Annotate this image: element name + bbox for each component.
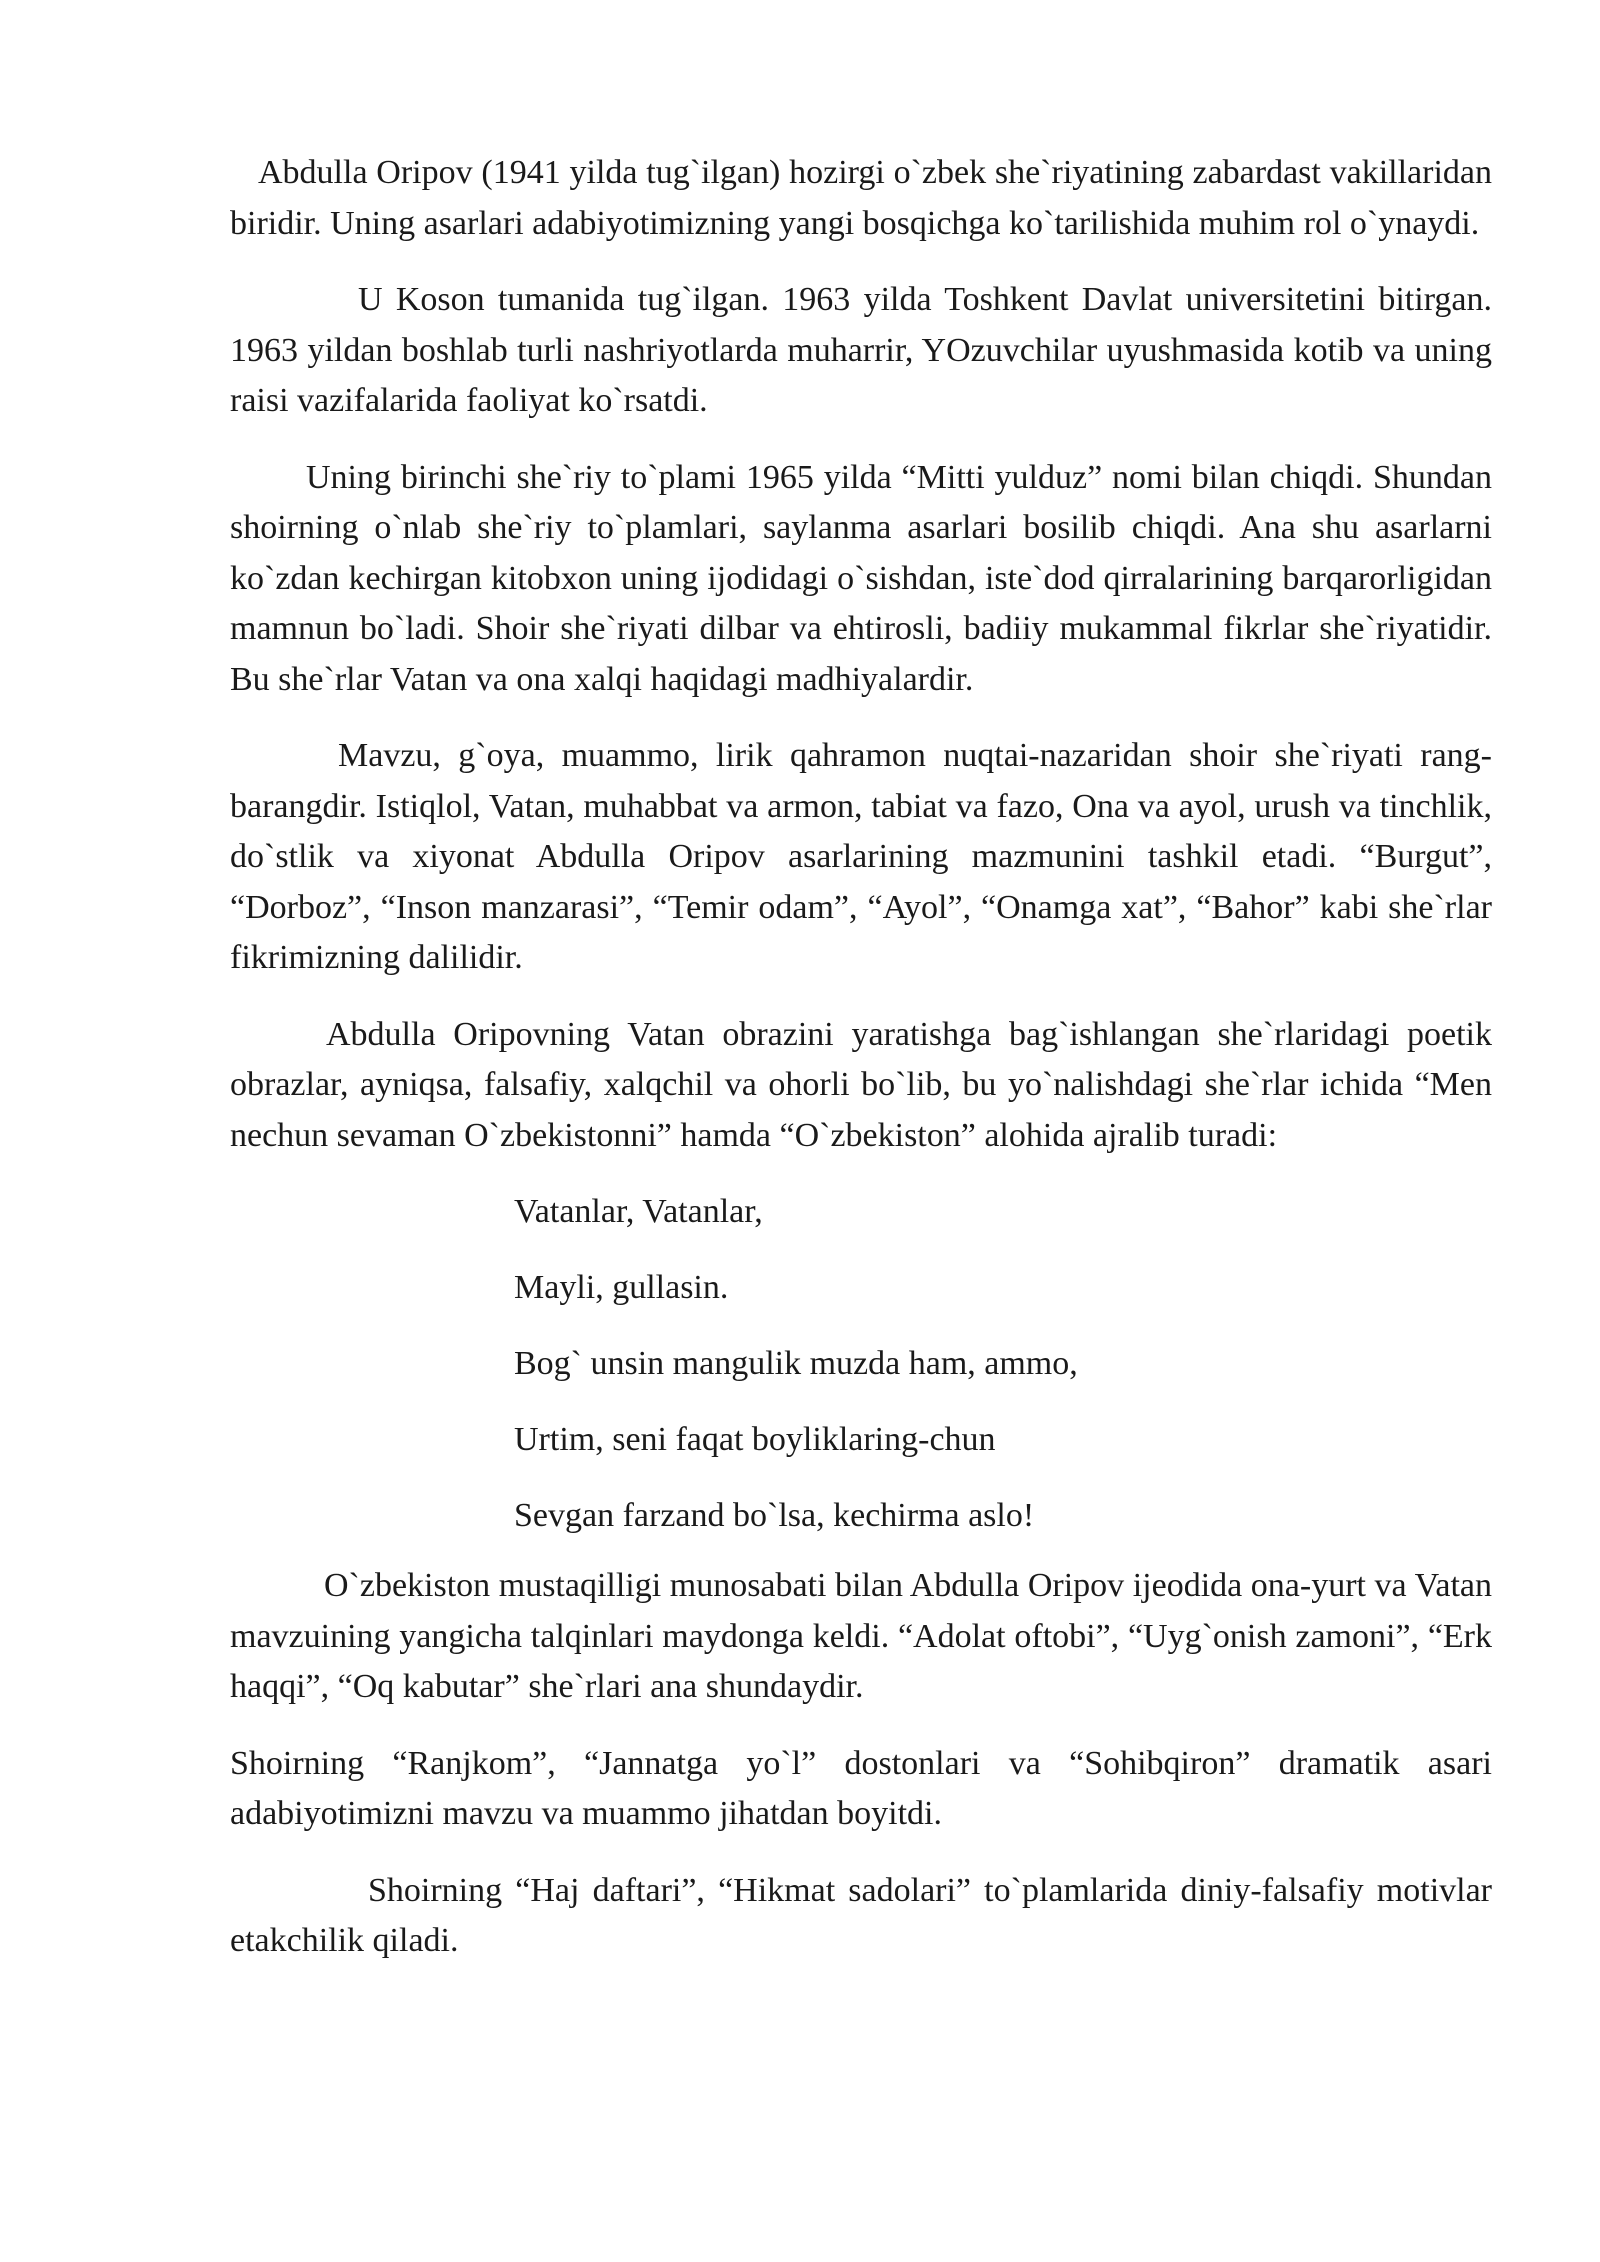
paragraph-themes: Mavzu, g`oya, muammo, lirik qahramon nuqtai-nazaridan shoir she`riyati rang-barangdir. Istiqlol, Vatan, muhabbat va armon, tabiat va fazo, Ona va ayol, urush va tinchlik, do`stlik va xiyonat Abdulla Oripov asarlarining mazmunini tashkil etadi. “Burgut”, “Dorboz”, “Inson manzarasi”, “Temir odam”, “Ayol”, “Onamga xat”, “Bahor” kabi she`rlar fikrimizning dalilidir. <box>230 737 1492 976</box>
paragraph-vatan-image: Abdulla Oripovning Vatan obrazini yaratishga bag`ishlangan she`rlaridagi poetik obrazlar, ayniqsa, falsafiy, xalqchil va ohorli bo`lib, bu yo`nalishdagi she`rlar ichida “Men nechun sevaman O`zbekistonni” hamda “O`zbekiston” alohida ajralib turadi: <box>230 1015 1492 1154</box>
poem-line: Sevgan farzand bo`lsa, kechirma aslo! <box>514 1497 1035 1534</box>
poem-line: Urtim, seni faqat boyliklaring-chun <box>514 1421 996 1458</box>
poem-line: Mayli, gullasin. <box>514 1269 729 1306</box>
poem-line: Bog` unsin mangulik muzda ham, ammo, <box>514 1345 1078 1382</box>
paragraph-biography: U Koson tumanida tug`ilgan. 1963 yilda Toshkent Davlat universitetini bitirgan. 1963 yildan boshlab turli nashriyotlarda muharrir, YOzuvchilar uyushmasida kotib va uning raisi vazifalarida faoliyat ko`rsatdi. <box>230 281 1492 419</box>
paragraph-intro: Abdulla Oripov (1941 yilda tug`ilgan) hozirgi o`zbek she`riyatining zabardast vakillaridan biridir. Uning asarlari adabiyotimizning yangi bosqichga ko`tarilishida muhim rol o`ynaydi. <box>230 154 1492 242</box>
paragraph-independence: O`zbekiston mustaqilligi munosabati bilan Abdulla Oripov ijeodida ona-yurt va Vatan mavzuining yangicha talqinlari maydonga keldi. “Adolat oftobi”, “Uyg`onish zamoni”, “Erk haqqi”, “Oq kabutar” she`rlari ana shundaydir. <box>230 1567 1492 1705</box>
paragraph-religious-motifs: Shoirning “Haj daftari”, “Hikmat sadolari” to`plamlarida diniy-falsafiy motivlar etakchilik qiladi. <box>230 1871 1492 1959</box>
poem-line: Vatanlar, Vatanlar, <box>514 1193 763 1230</box>
document-page <box>230 148 1492 1993</box>
poem-excerpt <box>230 1187 1492 1541</box>
paragraph-dastans: Shoirning “Ranjkom”, “Jannatga yo`l” dostonlari va “Sohibqiron” dramatik asari adabiyotimizni mavzu va muammo jihatdan boyitdi. <box>230 1744 1492 1832</box>
paragraph-first-collection: Uning birinchi she`riy to`plami 1965 yilda “Mitti yulduz” nomi bilan chiqdi. Shundan shoirning o`nlab she`riy to`plamlari, saylanma asarlari bosilib chiqdi. Ana shu asarlarni ko`zdan kechirgan kitobxon uning ijodidagi o`sishdan, iste`dod qirralarining barqarorligidan mamnun bo`ladi. Shoir she`riyati dilbar va ehtirosli, badiiy mukammal fikrlar she`riyatidir. Bu she`rlar Vatan va ona xalqi haqidagi madhiyalardir. <box>230 458 1492 698</box>
